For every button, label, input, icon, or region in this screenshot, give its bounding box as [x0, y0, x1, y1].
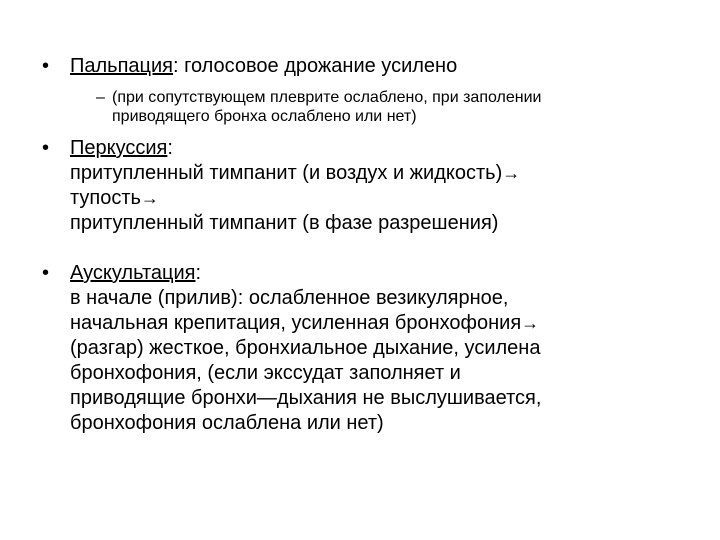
auscultation-line-2	[70, 311, 541, 336]
auscultation-line-1: в начале (прилив): ослабленное везикулярное,	[70, 287, 509, 309]
palpation-rest: : голосовое дрожание усилено	[173, 55, 458, 77]
right-arrow-icon: →	[502, 163, 521, 183]
bullet-marker: •	[42, 262, 50, 284]
auscultation-line-4: бронхофония, (если экссудат заполняет и	[70, 362, 461, 384]
percussion-heading	[70, 136, 520, 161]
percussion-text	[70, 136, 520, 236]
right-arrow-icon: →	[140, 188, 159, 208]
auscultation-line-6: бронхофония ослаблена или нет)	[70, 412, 384, 434]
auscultation-colon: :	[195, 262, 202, 284]
percussion-term: Перкуссия	[70, 137, 168, 159]
percussion-line-3: притупленный тимпанит (в фазе разрешения)	[70, 212, 499, 234]
sub-dash: –	[96, 89, 105, 106]
sub-line-1: (при сопутствующем плеврите ослаблено, при заполении	[112, 89, 542, 106]
palpation-term: Пальпация	[70, 55, 173, 77]
auscultation-text	[70, 261, 541, 436]
bullet-marker: •	[42, 137, 50, 159]
palpation-text	[70, 54, 457, 79]
percussion-line-2-text: тупость	[70, 187, 141, 209]
bullet-percussion	[42, 136, 520, 236]
bullet-marker: •	[42, 55, 50, 77]
percussion-colon: :	[167, 137, 173, 159]
palpation-subitem-text	[112, 88, 541, 126]
bullet-palpation	[42, 54, 457, 79]
right-arrow-icon: →	[521, 313, 540, 333]
auscultation-term: Аускультация	[70, 262, 196, 284]
auscultation-line-2-text: начальная крепитация, усиленная бронхофония	[70, 312, 522, 334]
palpation-subitem	[96, 88, 541, 126]
percussion-line-1-text: притупленный тимпанит (и воздух и жидкость)	[70, 162, 503, 184]
percussion-line-2	[70, 186, 520, 211]
sub-line-2: приводящего бронха ослаблено или нет)	[112, 108, 417, 125]
auscultation-line-3: (разгар) жесткое, бронхиальное дыхание, усилена	[70, 337, 541, 359]
bullet-auscultation	[42, 261, 541, 436]
auscultation-heading	[70, 261, 541, 286]
auscultation-line-5: приводящие бронхи—дыхания не выслушивается,	[70, 387, 542, 409]
percussion-line-1	[70, 161, 520, 186]
